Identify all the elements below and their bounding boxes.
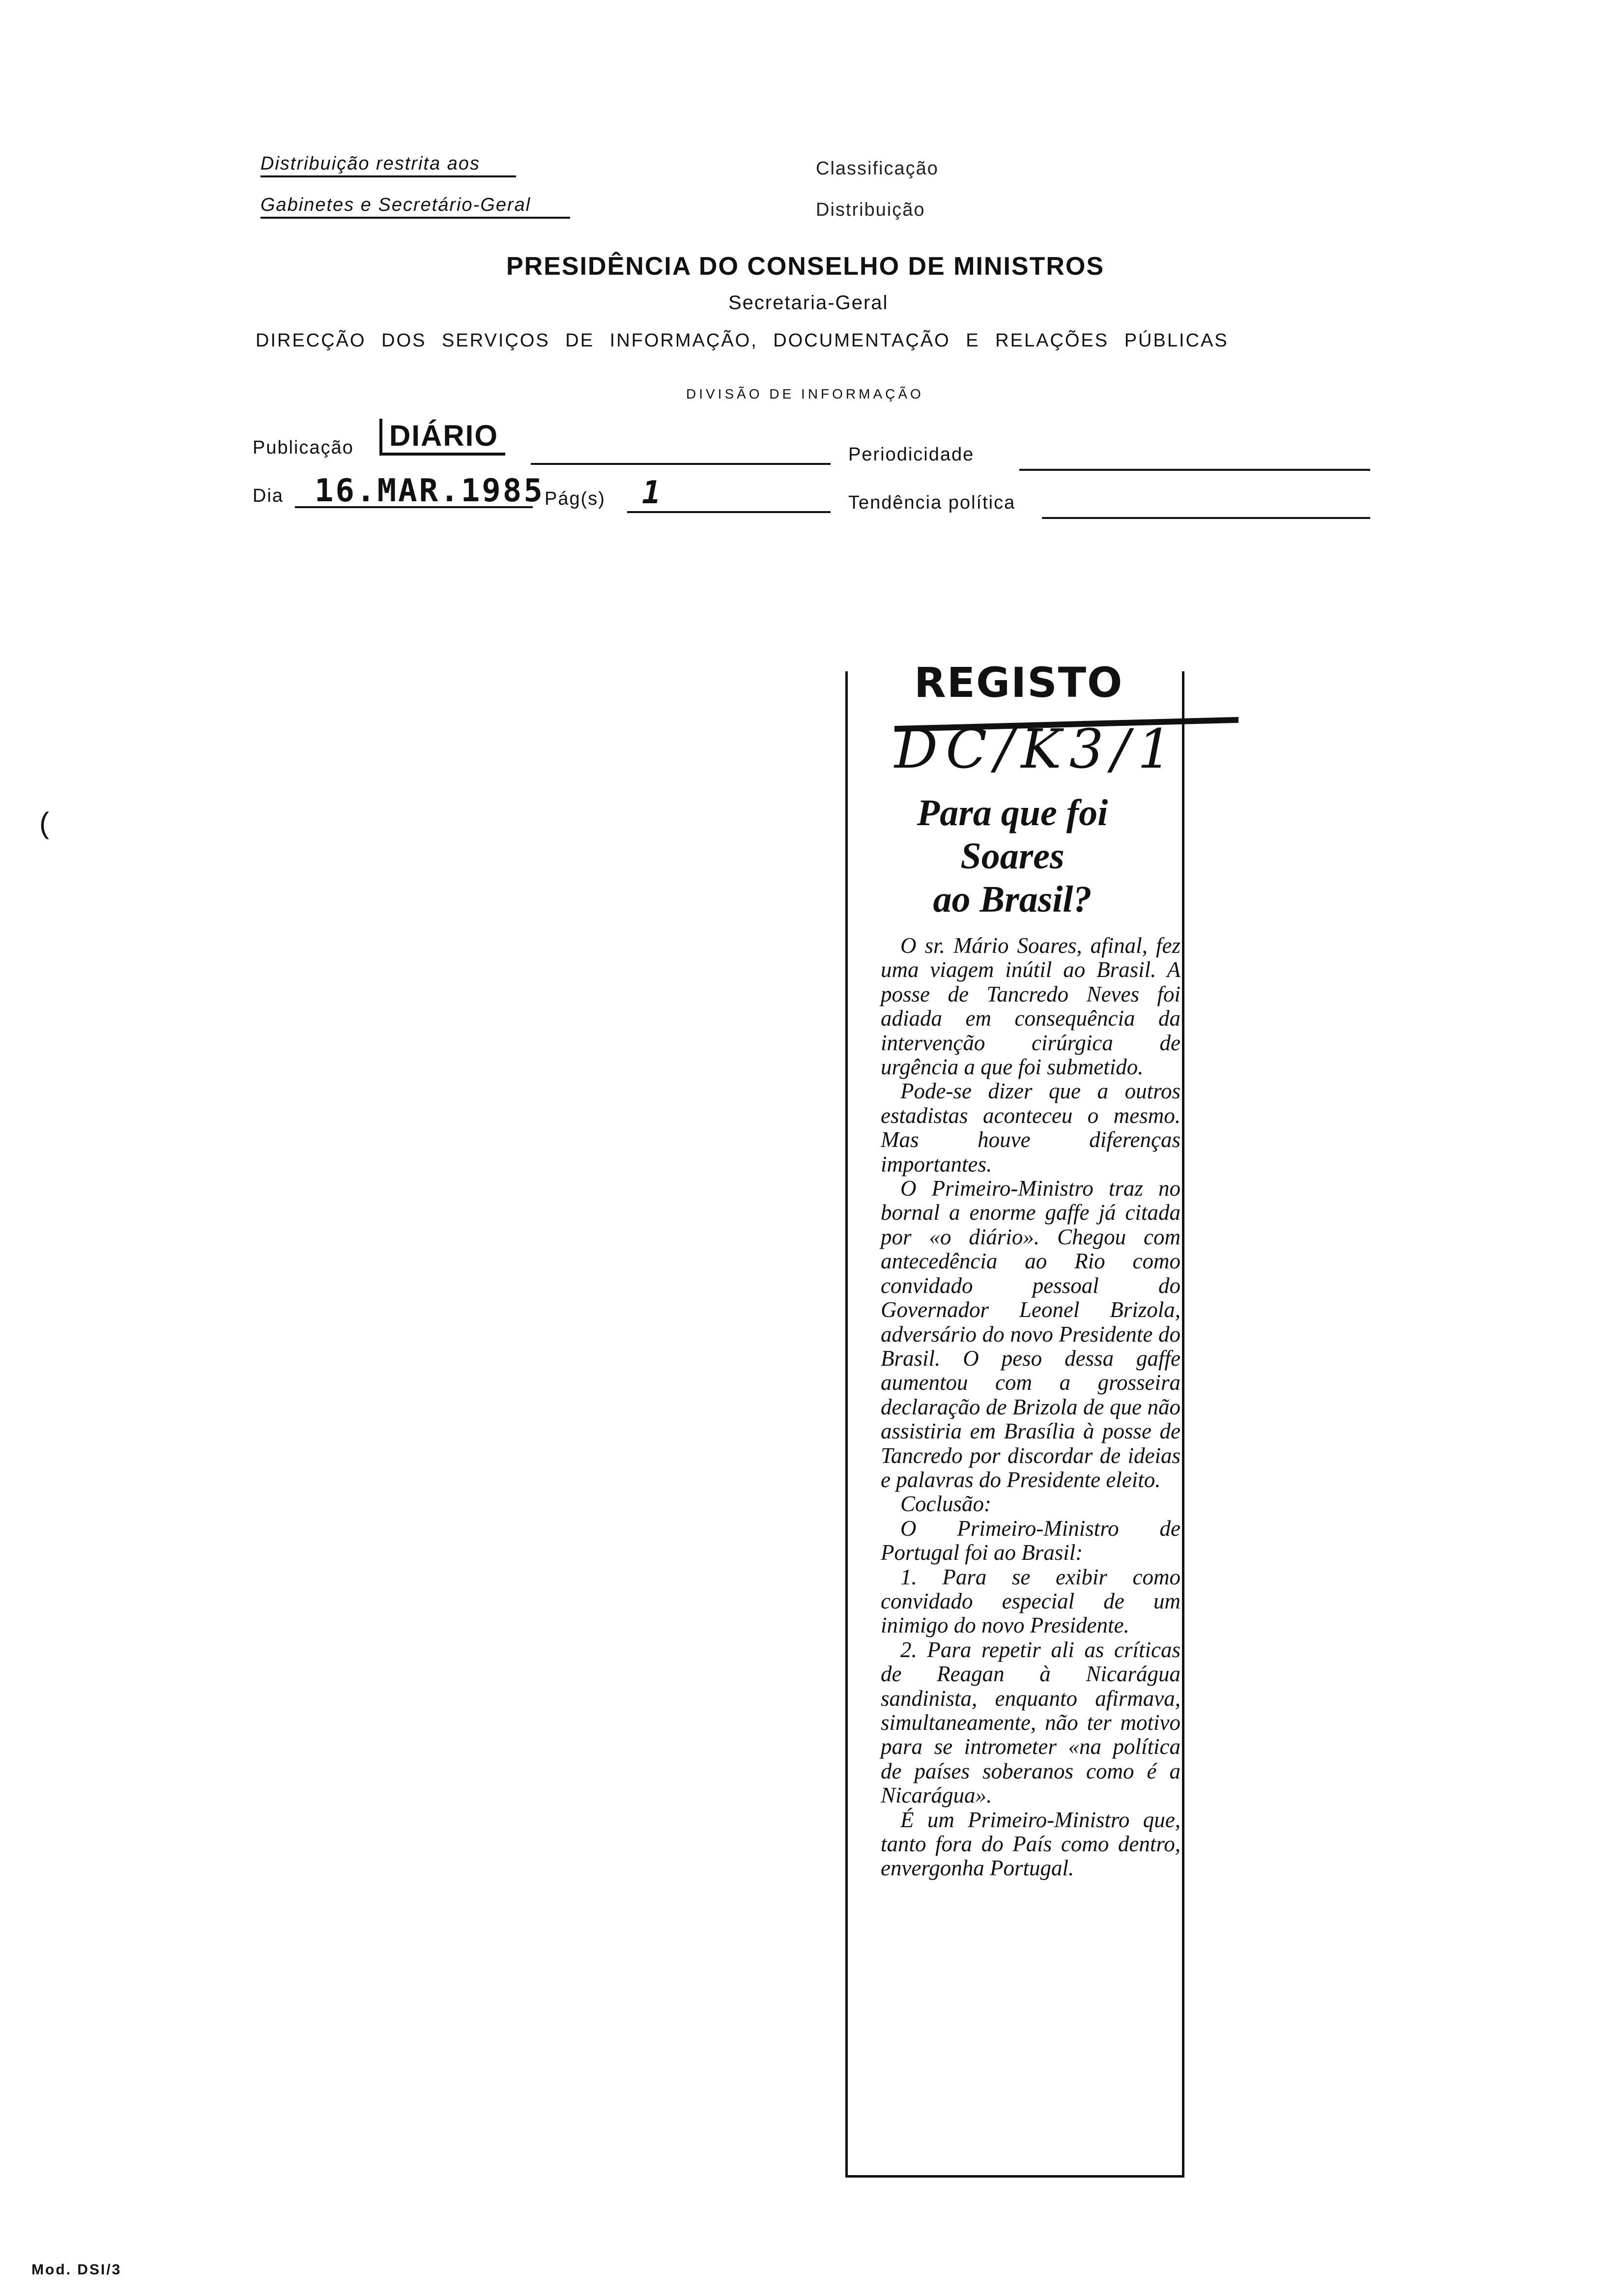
article-body [881, 934, 1180, 1881]
headline-line-1: Para que foi [917, 792, 1108, 833]
page-title: PRESIDÊNCIA DO CONSELHO DE MINISTROS [506, 252, 1105, 281]
department-line: DIRECÇÃO DOS SERVIÇOS DE INFORMAÇÃO, DOCUMENTAÇÃO E RELAÇÕES PÚBLICAS [256, 330, 1229, 351]
publicacao-label: Publicação [253, 437, 354, 458]
periodicidade-fill-line [1019, 469, 1370, 471]
headline-line-2: Soares [960, 835, 1065, 877]
article-paragraph-5: O Primeiro-Ministro de Portugal foi ao Brasil: [881, 1516, 1180, 1565]
article-paragraph-4: Coclusão: [900, 1492, 991, 1517]
dia-fill-line [295, 506, 533, 508]
article-paragraph-6: 1. Para se exibir como convidado especial de um inimigo do novo Presidente. [881, 1564, 1180, 1638]
classificacao-label: Classificação [816, 158, 939, 179]
pags-value: 1 [642, 475, 663, 511]
publicacao-fill-line [531, 463, 831, 465]
pags-fill-line [627, 511, 831, 513]
publicacao-stamp: DIÁRIO [379, 419, 505, 456]
page-subtitle: Secretaria-Geral [728, 292, 889, 314]
distribuicao-label: Distribuição [816, 200, 925, 220]
dia-label: Dia [253, 486, 284, 506]
form-model-code: Mod. DSI/3 [31, 2262, 122, 2278]
registo-handwritten-code: DC/K3/1 [894, 718, 1180, 780]
article-paragraph-2: Pode-se dizer que a outros estadistas aconteceu o mesmo. Mas houve diferenças importantes. [881, 1079, 1180, 1177]
restricted-distribution-line1: Distribuição restrita aos [260, 153, 516, 177]
periodicidade-label: Periodicidade [848, 444, 975, 465]
pags-label: Pág(s) [545, 488, 605, 509]
division-line: DIVISÃO DE INFORMAÇÃO [686, 386, 924, 402]
registo-stamp-label: REGISTO [914, 659, 1123, 707]
margin-mark: ( [39, 806, 49, 839]
dia-value: 16.MAR.1985 [315, 473, 545, 509]
article-paragraph-8: É um Primeiro-Ministro que, tanto fora do País como dentro, envergonha Portugal. [881, 1807, 1180, 1881]
article-headline [860, 791, 1165, 921]
article-paragraph-1: O sr. Mário Soares, afinal, fez uma viagem inútil ao Brasil. A posse de Tancredo Neves foi adiada em consequência da intervenção cirúrgica de urgência a que foi submetido. [881, 933, 1180, 1080]
article-paragraph-3: O Primeiro-Ministro traz no bornal a enorme gaffe já citada por «o diário». Chegou com antecedência ao Rio como convidado pessoal do Governador Leonel Brizola, adversário do novo Presidente do Brasil. O peso dessa gaffe aumentou com a grosseira declaração de Brizola de que não assistiria em Brasília à posse de Tancredo por discordar de ideias e palavras do Presidente eleito. [881, 1176, 1180, 1492]
tendencia-fill-line [1042, 517, 1370, 519]
headline-line-3: ao Brasil? [933, 879, 1092, 920]
restricted-distribution-line2: Gabinetes e Secretário-Geral [260, 195, 570, 219]
article-paragraph-7: 2. Para repetir ali as críticas de Reagan à Nicarágua sandinista, enquanto afirmava, simultaneamente, não ter motivo para se intrometer «na política de países soberanos como é a Nicarágua». [881, 1637, 1180, 1808]
tendencia-label: Tendência política [848, 492, 1016, 513]
